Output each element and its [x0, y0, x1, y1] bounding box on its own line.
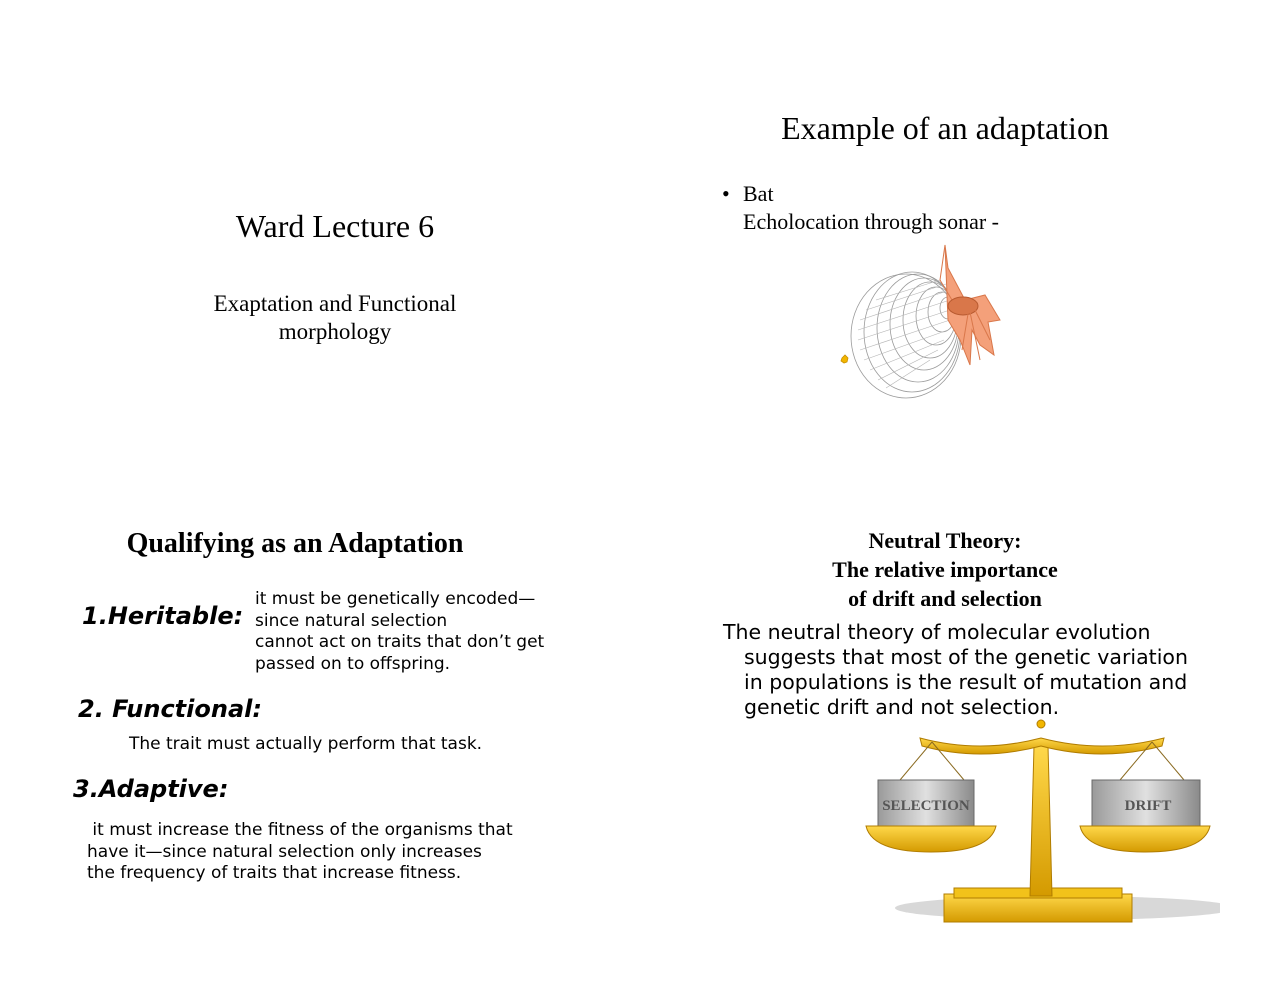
item-functional-label: 2. Functional: [78, 695, 262, 723]
item-heritable-description [255, 589, 544, 675]
item-adaptive-line: the frequency of traits that increase fitness. [87, 863, 462, 883]
slide2-bullet-line1: Bat [743, 181, 774, 206]
slide3-title: Qualifying as an Adaptation [126, 528, 464, 559]
slide1-subtitle [190, 290, 480, 346]
item-adaptive-description [87, 820, 513, 885]
item-heritable-label: 1.Heritable: [82, 602, 244, 630]
slide4-title-line1: Neutral Theory: [868, 528, 1022, 553]
slide4-title [780, 526, 1110, 613]
bullet-dot-icon: • [722, 181, 730, 206]
item-adaptive-line: have it—since natural selection only increases [87, 841, 482, 862]
item-adaptive-line: it must increase the fitness of the organisms that [87, 820, 513, 840]
slide1-subtitle-line2: morphology [278, 319, 392, 344]
item-heritable-line: since natural selection [255, 610, 448, 631]
slide2-title: Example of an adaptation [781, 110, 1109, 146]
item-heritable-line: it must be genetically encoded— [255, 589, 536, 609]
balance-scale-icon [860, 718, 1220, 928]
scale-left-label: SELECTION [882, 798, 970, 814]
slide4-title-line2: The relative importance [832, 557, 1058, 582]
slide1-title: Ward Lecture 6 [235, 208, 435, 244]
item-adaptive-label: 3.Adaptive: [73, 775, 229, 803]
slide1-subtitle-line1: Exaptation and Functional [213, 291, 457, 316]
bat-echolocation-icon [820, 240, 1010, 405]
item-heritable-line: cannot act on traits that don’t get [255, 632, 545, 652]
scale-right-label: DRIFT [1124, 798, 1172, 814]
item-heritable-line: passed on to offspring. [255, 653, 451, 674]
slide4-body: The neutral theory of molecular evolution suggests that most of the genetic variation in populations is the result of mutation and genetic drift and not selection. [723, 620, 1188, 719]
slide4-title-line3: of drift and selection [848, 586, 1042, 611]
item-functional-description: The trait must actually perform that task. [129, 734, 483, 754]
slide2-bullet-line2: Echolocation through sonar - [743, 209, 999, 234]
